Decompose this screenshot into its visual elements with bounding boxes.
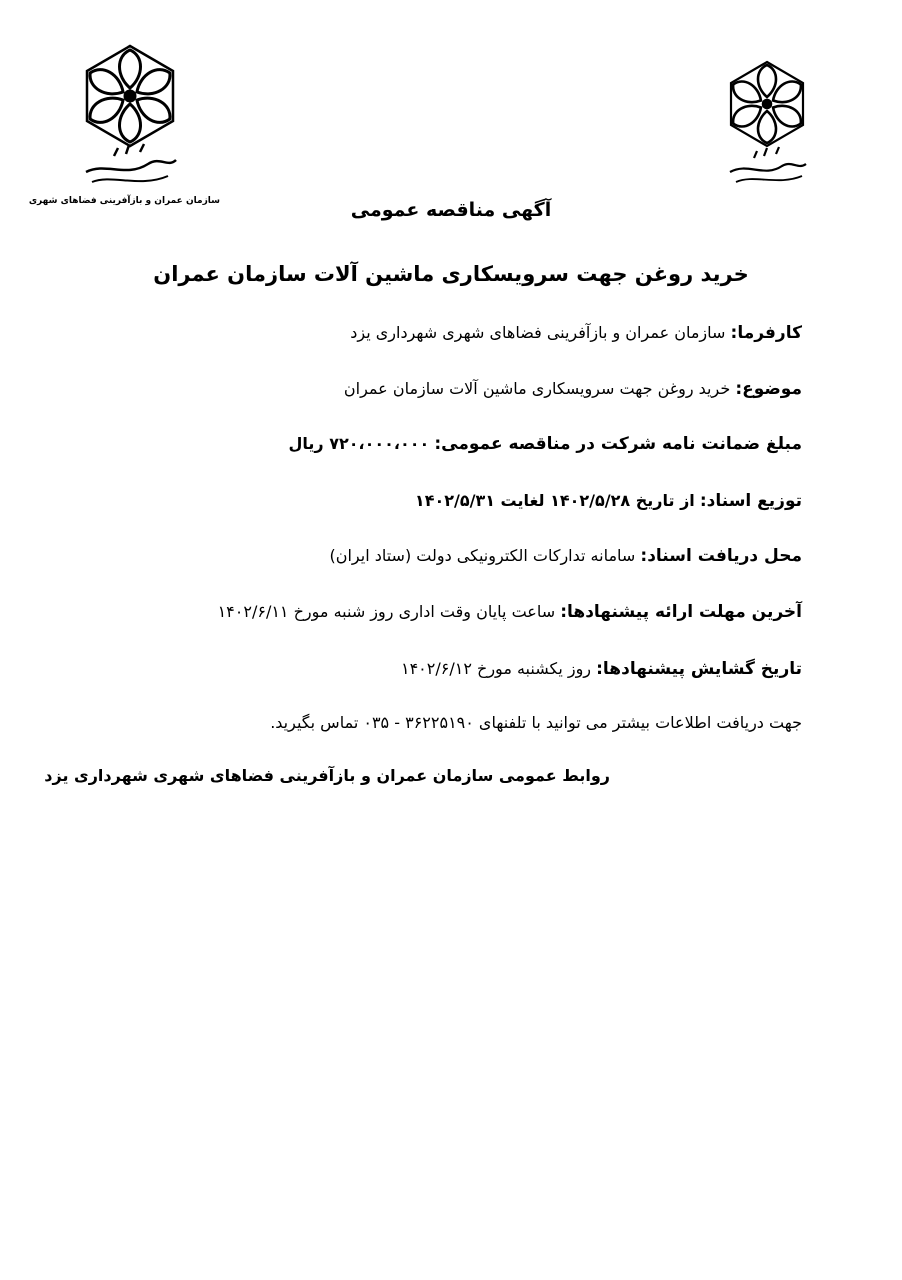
public-relations-signature: روابط عمومی سازمان عمران و بازآفرینی فضاهای شهری شهرداری یزد (44, 766, 610, 785)
flower-emblem-icon (56, 44, 204, 204)
opening-label: تاریخ گشایش پیشنهادها: (596, 659, 802, 679)
page-title: آگهی مناقصه عمومی (350, 199, 552, 221)
receipt-location-row (329, 546, 802, 566)
guarantee-row (289, 434, 802, 454)
distribution-label: توزیع اسناد: (699, 491, 802, 511)
employer-label: کارفرما: (730, 323, 802, 343)
subject-row (344, 379, 802, 399)
distribution-row (415, 491, 802, 511)
contact-row (270, 713, 802, 732)
yazd-municipality-logo-right (708, 60, 826, 200)
organization-caption: سازمان عمران و بازآفرینی فضاهای شهری (28, 196, 220, 206)
contact-text: جهت دریافت اطلاعات بیشتر می توانید با تلفنهای ۳۶۲۲۵۱۹۰ - ۰۳۵ تماس بگیرید. (270, 713, 802, 732)
employer-value: سازمان عمران و بازآفرینی فضاهای شهری شهرداری یزد (350, 323, 726, 342)
deadline-row (218, 602, 802, 622)
opening-value: روز یکشنبه مورخ ۱۴۰۲/۶/۱۲ (400, 659, 592, 678)
opening-row (401, 659, 802, 679)
receipt-location-label: محل دریافت اسناد: (640, 546, 802, 566)
guarantee-label: مبلغ ضمانت نامه شرکت در مناقصه عمومی: (434, 434, 802, 454)
receipt-location-value: سامانه تدارکات الکترونیکی دولت (ستاد ایران) (329, 546, 636, 565)
deadline-label: آخرین مهلت ارائه پیشنهادها: (560, 602, 802, 622)
employer-row (350, 323, 802, 343)
tender-subject-title: خرید روغن جهت سرویسکاری ماشین آلات سازمان عمران (153, 262, 749, 286)
guarantee-value: ۷۲۰،۰۰۰،۰۰۰ ریال (288, 434, 430, 453)
distribution-value: از تاریخ ۱۴۰۲/۵/۲۸ لغایت ۱۴۰۲/۵/۳۱ (414, 491, 695, 510)
yazd-municipality-logo-left (56, 44, 204, 212)
subject-value: خرید روغن جهت سرویسکاری ماشین آلات سازمان عمران (343, 379, 731, 398)
subject-label: موضوع: (735, 379, 802, 399)
deadline-value: ساعت پایان وقت اداری روز شنبه مورخ ۱۴۰۲/۶/۱۱ (217, 602, 556, 621)
flower-emblem-icon (708, 60, 826, 200)
